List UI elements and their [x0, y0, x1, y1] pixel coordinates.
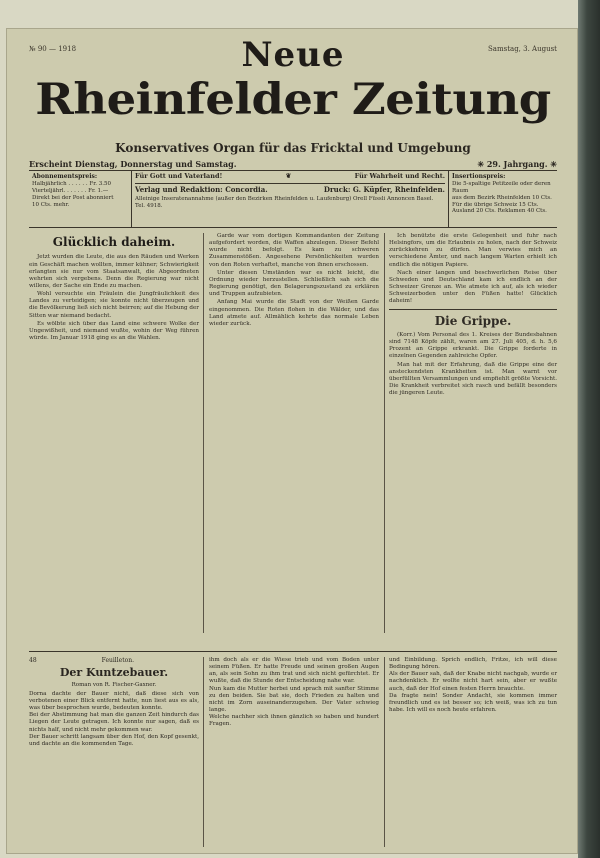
paragraph: Anfang Mai wurde die Stadt von der Weißen Garde eingenommen. Die Roten flohen in die Wälder, und das Land atmete auf. Allmählich kehrte das normale Leben wieder zurück. — [209, 299, 379, 327]
article-column-1 — [29, 233, 199, 343]
motto-right: Für Wahrheit und Recht. — [354, 172, 445, 180]
paragraph: Wohl versuchte ein Fräulein die Jungfräulichkeit des Landes zu verteidigen; sie konnte nicht überzeugen und die Bevölkerung ließ sich nicht beirren; auf die Hebung der Sitten war niemand bedacht. — [29, 291, 199, 319]
subscription-box: Abonnementspreis: Halbjährlich . . . . . . Fr. 3.50 Vierteljährl. . . . . . . Fr. 1.— Direkt bei der Post abonniert 10 Cts. mehr. — [32, 173, 114, 208]
column-rule — [203, 233, 204, 633]
paragraph: Nun kam die Mutter herbei und sprach mit sanfter Stimme zu den beiden. Sie bat sie, doch Frieden zu halten und nicht im Zorn auseinanderzugehen. Der Vater schwieg lange. — [209, 685, 379, 714]
paragraph: Welche nachher sich ihnen gänzlich so haben und hundert Fragen. — [209, 714, 379, 728]
issue-date: Samstag, 3. August — [488, 45, 557, 53]
feuilleton-headline: Der Kuntzebauer. — [59, 665, 169, 679]
issue-number: № 90 — 1918 — [29, 45, 77, 53]
paragraph: Dorna dachte der Bauer nicht, daß diese sich von verbotenen einer Blick entfernt hatte, nun liest aus es als, was über besprochen wurde, bedeuten konnte. — [29, 690, 199, 712]
info-box — [29, 170, 557, 228]
newspaper-page — [6, 28, 578, 854]
article-headline: Glücklich daheim. — [52, 235, 176, 249]
article-column-3 — [389, 233, 557, 398]
feuilleton-label: 48 Feuilleton. — [29, 657, 134, 664]
paragraph: Unter diesen Umständen war es nicht leicht, die Ordnung wieder herzustellen. Schließlich sah sich die Regierung genötigt, den Belagerungszustand zu erklären und Truppen aufzubieten. — [209, 269, 379, 298]
masthead-neue: Neue — [241, 35, 345, 75]
publisher: Verlag und Redaktion: Concordia. — [135, 184, 268, 194]
paragraph: Da fragte nein! Sonder Andacht, sie kommen immer freundlich und es ist besser so; ich weiß, was ich zu tun habe. Ich will es noch heute erfahren. — [389, 692, 557, 714]
ornament-icon: ❦ — [285, 172, 292, 180]
paragraph: Man hat mit der Erfahrung, daß die Grippe eine der ansteckendsten Krankheiten ist. Man warnt vor überfüllten Versammlungen und empfiehlt größte Vorsicht. Die Krankheit verbreitet sich rasch und befällt besonders die jüngeren Leute. — [389, 361, 557, 397]
masthead-title: Rheinfelder Zeitung — [35, 75, 551, 125]
paragraph: Es wölbte sich über das Land eine schwere Wolke der Ungewißheit, und niemand wußte, wohin der Weg führen würde. Im Januar 1918 ging es an die Wahlen. — [29, 320, 199, 342]
motto-left: Für Gott und Vaterland! — [135, 172, 223, 180]
column-rule — [203, 657, 204, 847]
paragraph: Der Bauer schritt langsam über den Hof, den Kopf gesenkt, und dachte an die kommenden Tage. — [29, 733, 199, 747]
grippe-headline: Die Grippe. — [434, 313, 512, 328]
article-column-2 — [209, 233, 379, 329]
column-rule — [384, 233, 385, 633]
feuilleton-column-2 — [209, 657, 379, 729]
paragraph: (Korr.) Vom Personal des 1. Kreises der Bundesbahnen sind 7148 Köpfe zählt, waren am 27. Juli 405, d. h. 5,6 Prozent an Grippe erkrankt. Die Grippe forderte in einzelnen Gegenden zahlreiche Opfer. — [389, 331, 557, 360]
column-rule — [384, 657, 385, 847]
paragraph: Bei der Abstimmung hat man die ganzen Zeit hindurch das Liegen der Leute getragen. Ich konnte nur sagen, daß es nichts half, und nicht mehr gekommen war. — [29, 712, 199, 733]
paragraph: Ich benützte die erste Gelegenheit und fuhr nach Helsingfors, um die Erlaubnis zu holen, nach der Schweiz zurückkehren zu dürfen. Man verwies mich an verschiedene Ämter, und nach langem Warten erhielt ich endlich die nötigen Papiere. — [389, 233, 557, 268]
paragraph: ihm doch als er die Wiese trieb und vom Boden unter seinem Füßen. Er hatte Freude und seinen großen Augen an, als sein Sohn zu ihm trat und sich nicht gefürchtet. Er wußte, daß die Stunde der Entscheidung nahe war. — [209, 657, 379, 685]
publisher-box — [131, 171, 449, 227]
ads-note: Alleinige Inseratenannahme (außer den Bezirken Rheinfelden u. Laufenburg) Orell Füssli Annoncen Basel. Tel. 4918. — [135, 196, 434, 209]
paragraph: Jetzt wurden die Leute, die aus den Räuden und Werken ein Geschäft machen wollten, immer kühner; Schwierigkeit erlangten sie nur vom Staatsanwalt, die Abgeordneten wehrten sich vergebens. Denn die Regierung war nicht willens, der Sache ein Ende zu machen. — [29, 254, 199, 289]
insertion-box: Insertionspreis: Die 5-spaltige Petitzeile oder deren Raum aus dem Bezirk Rheinfelden 10 Cts. Für die übrige Schweiz 15 Cts. Ausland 20 Cts. Reklamen 40 Cts. — [452, 173, 552, 215]
printer: Druck: G. Küpfer, Rheinfelden. — [323, 184, 445, 194]
paragraph: und Einbildung. Sprich endlich, Fritze, ich will diese Bedingung hören. — [389, 657, 557, 671]
feuilleton-author: Roman von R. Fischer-Gaxner. — [71, 681, 157, 688]
masthead-subtitle: Konservatives Organ für das Fricktal und Umgebung — [115, 141, 471, 155]
feuilleton-column — [29, 657, 199, 748]
volume-number: ✳ 29. Jahrgang. ✳ — [477, 159, 557, 169]
publication-schedule: Erscheint Dienstag, Donnerstag und Samstag. — [29, 159, 237, 169]
feuilleton-divider — [29, 651, 557, 652]
paragraph: Nach einer langen und beschwerlichen Reise über Schweden und Deutschland kam ich endlich an der Schweizer Grenze an. Wie atmete ich auf, als ich wieder Schweizerboden unter den Füßen hatte! Glücklich daheim! — [389, 269, 557, 305]
divider — [389, 309, 557, 310]
paragraph: Garde war vom dortigen Kommandanten der Zeitung aufgefordert worden, die Waffen abzulegen. Dieser Befehl wurde nicht befolgt. Es kam zu schweren Zusammenstößen. Angesehene Persönlichkeiten wurden von den Roten verhaftet, manche von ihnen erschossen. — [209, 233, 379, 268]
book-binding — [578, 0, 600, 858]
edition-row — [29, 159, 557, 169]
feuilleton-column-3 — [389, 657, 557, 714]
paragraph: Als der Bauer sah, daß der Knabe nicht nachgab, wurde er nachdenklich. Er wollte nicht hart sein, aber er wußte auch, daß der Hof einen festen Herrn brauchte. — [389, 671, 557, 692]
